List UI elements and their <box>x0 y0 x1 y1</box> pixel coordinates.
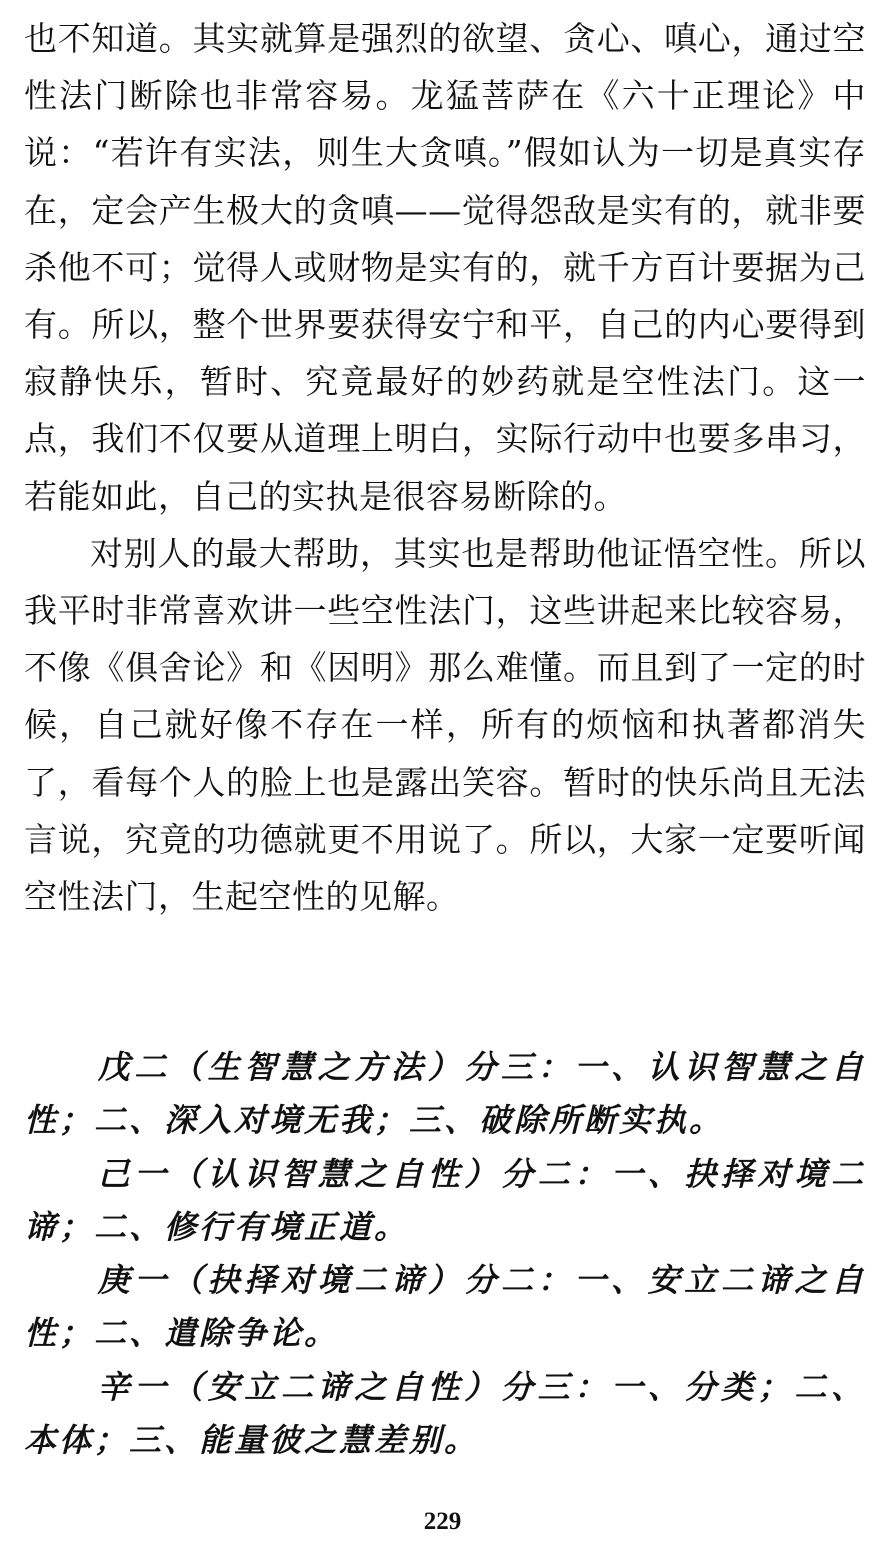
page-number: 229 <box>423 1508 462 1535</box>
outline-heading-xin-yi: 辛一（安立二谛之自性）分三：一、分类；二、本体；三、能量彼之慧差别。 <box>24 1367 866 1460</box>
paragraph-continued: 也不知道。其实就算是强烈的欲望、贪心、嗔心，通过空性法门断除也非常容易。龙猛菩萨在《六十正理论》中说：“若许有实法，则生大贪嗔。”假如认为一切是真实存在，定会产生极大的贪嗔——觉得怨敌是实有的，就非要杀他不可；觉得人或财物是实有的，就千方百计要据为己有。所以，整个世界要获得安宁和平，自己的内心要得到寂静快乐，暂时、究竟最好的妙药就是空性法门。这一点，我们不仅要从道理上明白，实际行动中也要多串习，若能如此，自己的实执是很容易断除的。 <box>24 19 866 516</box>
outline-headings <box>24 1041 866 1467</box>
outline-heading-geng-yi: 庚一（抉择对境二谛）分二：一、安立二谛之自性；二、遣除争论。 <box>24 1261 866 1353</box>
outline-heading-ji-yi: 己一（认识智慧之自性）分二：一、抉择对境二谛；二、修行有境正道。 <box>24 1154 866 1246</box>
outline-heading-wu-er: 戊二（生智慧之方法）分三：一、认识智慧之自性；二、深入对境无我；三、破除所断实执。 <box>24 1048 866 1140</box>
paragraph: 对别人的最大帮助，其实也是帮助他证悟空性。所以我平时非常喜欢讲一些空性法门，这些讲起来比较容易，不像《俱舍论》和《因明》那么难懂。而且到了一定的时候，自己就好像不存在一样，所有的烦恼和执著都消失了，看每个人的脸上也是露出笑容。暂时的快乐尚且无法言说，究竟的功德就更不用说了。所以，大家一定要听闻空性法门，生起空性的见解。 <box>24 533 866 917</box>
body-text <box>24 10 866 925</box>
